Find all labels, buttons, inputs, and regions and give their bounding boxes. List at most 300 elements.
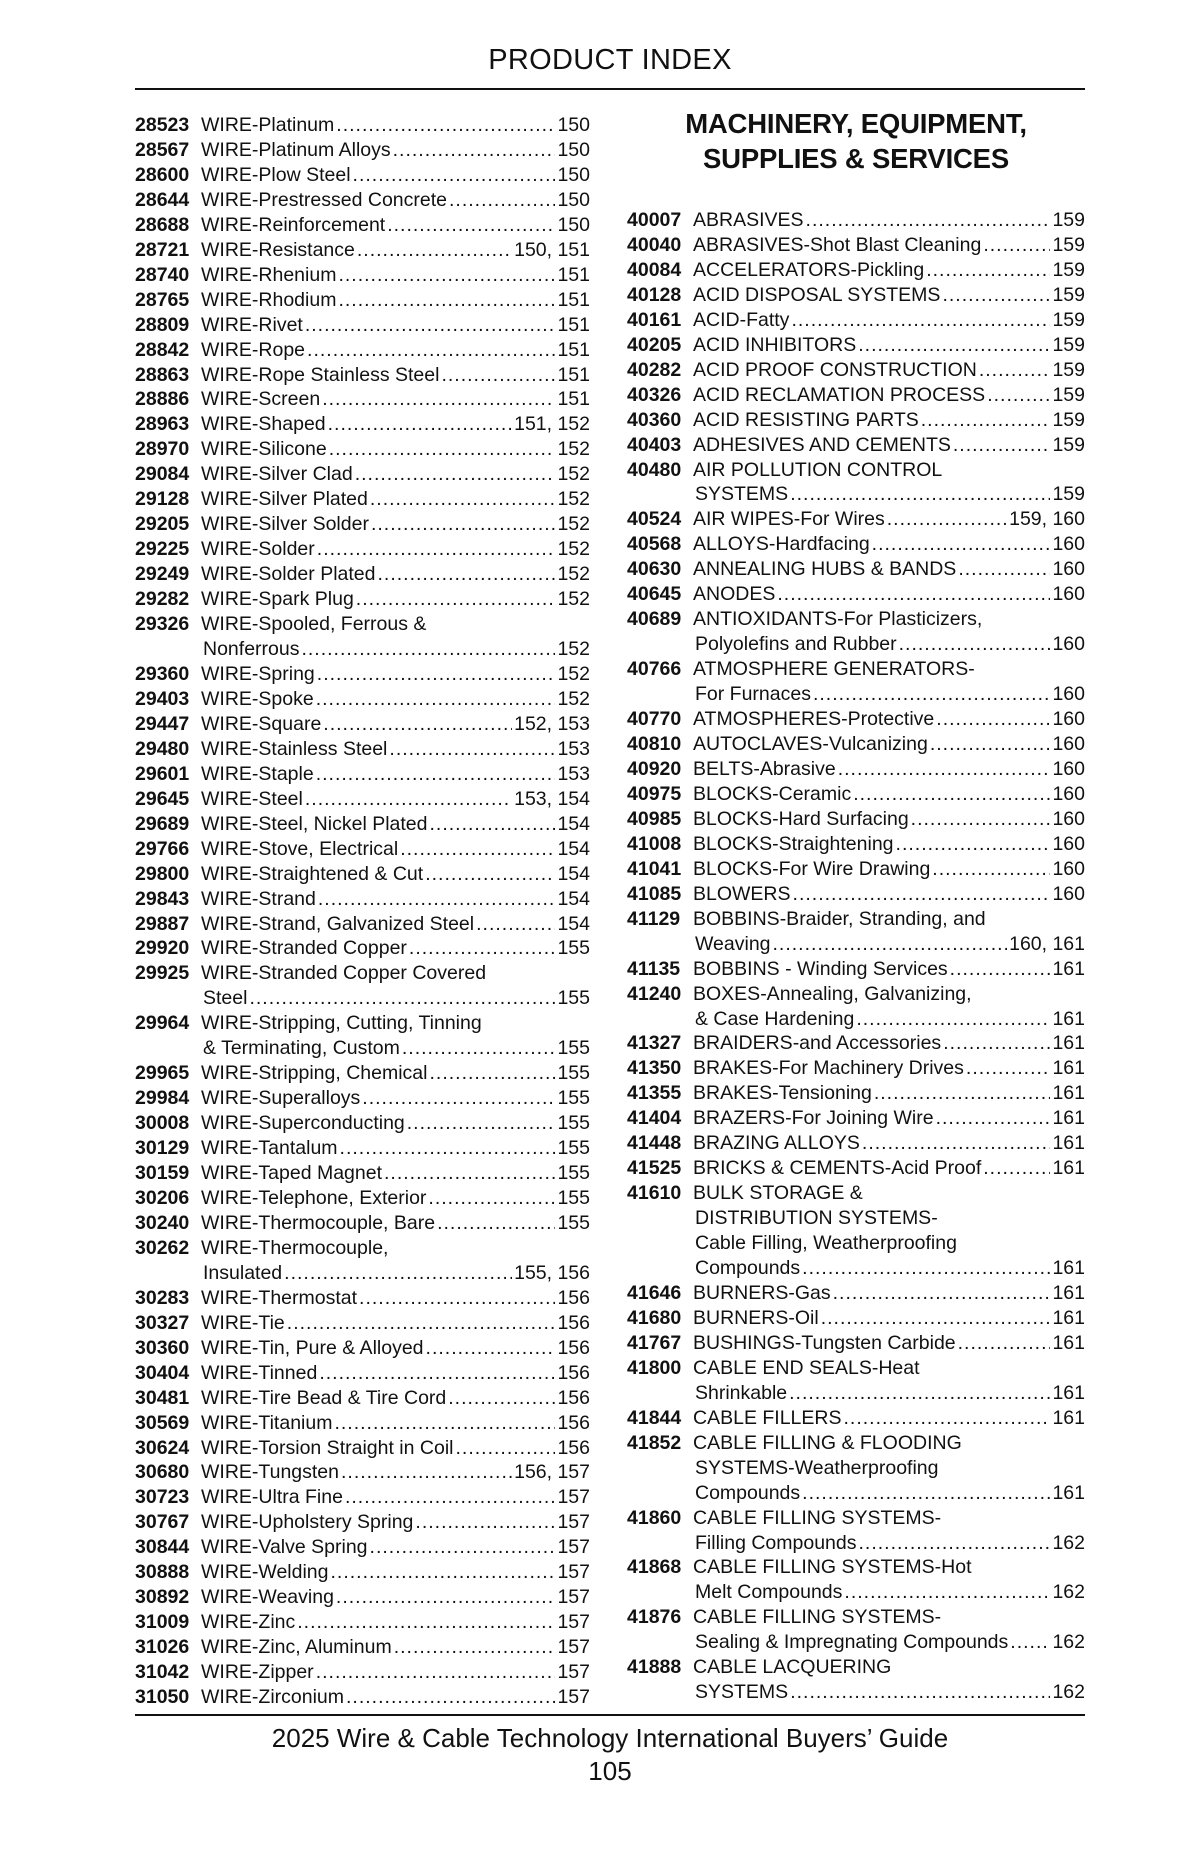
index-entry-label-line: ACID RESISTING PARTS xyxy=(693,408,919,431)
index-entry xyxy=(135,662,590,687)
index-entry-code: 40810 xyxy=(627,733,682,756)
index-entry-label-line: WIRE-Square xyxy=(201,712,322,735)
index-entry-label-line: CABLE FILLING SYSTEMS-Hot xyxy=(693,1556,972,1579)
index-entry-label-line: WIRE-Telephone, Exterior xyxy=(201,1186,427,1209)
index-entry-label-line: ALLOYS-Hardfacing xyxy=(693,533,870,556)
index-entry xyxy=(627,258,1085,283)
index-entry-code: 31050 xyxy=(135,1686,190,1709)
index-entry-label-line: WIRE-Platinum xyxy=(201,114,335,136)
index-entry-label-line: BOXES-Annealing, Galvanizing, xyxy=(693,982,972,1005)
index-entry-page: 156 xyxy=(557,1386,590,1409)
index-entry-code: 41350 xyxy=(627,1057,682,1080)
index-entry-label-line: WIRE-Stove, Electrical xyxy=(201,837,399,860)
index-entry-code: 28644 xyxy=(135,188,190,211)
index-entry-label-line: WIRE-Stripping, Cutting, Tinning xyxy=(201,1012,482,1035)
index-entry-page: 157 xyxy=(557,1586,590,1609)
index-entry xyxy=(627,1181,1085,1281)
dot-leader xyxy=(370,1535,556,1560)
dot-leader xyxy=(456,1436,556,1461)
index-entry-page: 162 xyxy=(1052,1631,1085,1654)
index-entry xyxy=(135,163,590,188)
index-entry-label-line: CABLE LACQUERING xyxy=(693,1656,892,1679)
dot-leader xyxy=(329,437,556,462)
index-entry xyxy=(135,912,590,937)
index-entry-label-line: Insulated xyxy=(203,1261,283,1284)
index-entry-page: 161 xyxy=(1052,1032,1085,1055)
index-entry-page: 151 xyxy=(557,288,590,311)
index-entry-label-line: Steel xyxy=(203,987,248,1010)
index-entry xyxy=(135,687,590,712)
index-entry xyxy=(135,1386,590,1411)
index-entry-code: 30723 xyxy=(135,1486,190,1509)
index-entry-page: 152 xyxy=(557,438,590,461)
index-entry-code: 30892 xyxy=(135,1586,190,1609)
index-entry xyxy=(135,238,590,263)
index-entry-page: 159 xyxy=(1052,433,1085,456)
dot-leader xyxy=(328,412,512,437)
index-entry-label-line: AUTOCLAVES-Vulcanizing xyxy=(693,733,928,756)
index-entry xyxy=(135,1660,590,1685)
index-entry-page: 161 xyxy=(1052,1107,1085,1130)
index-entry xyxy=(627,982,1085,1032)
index-entry-code: 28963 xyxy=(135,413,190,436)
index-entry-code: 40770 xyxy=(627,708,682,731)
index-entry-page: 155 xyxy=(557,1087,590,1110)
index-entry-label-line: ANODES xyxy=(693,583,776,606)
index-entry-label-line: WIRE-Zinc, Aluminum xyxy=(201,1636,392,1659)
index-entry-label-line: WIRE-Silver Clad xyxy=(201,463,353,486)
index-entry xyxy=(627,707,1085,732)
index-entry-code: 29920 xyxy=(135,937,190,960)
index-entry-page: 157 xyxy=(557,1511,590,1534)
index-entry xyxy=(627,857,1085,882)
index-entry-code: 28567 xyxy=(135,138,190,161)
index-entry-code: 40282 xyxy=(627,358,682,381)
dot-leader xyxy=(921,408,1051,433)
index-entry-page: 154 xyxy=(557,837,590,860)
index-entry-label-line: CABLE FILLING SYSTEMS- xyxy=(693,1606,942,1629)
dot-leader xyxy=(346,1685,555,1710)
index-entry-page: 160 xyxy=(1052,733,1085,756)
dot-leader xyxy=(357,238,512,263)
index-entry-code: 30404 xyxy=(135,1361,190,1384)
index-entry-code: 30680 xyxy=(135,1461,190,1484)
index-entry xyxy=(135,1610,590,1635)
index-entry xyxy=(135,1211,590,1236)
index-entry-label-line: SYSTEMS xyxy=(695,483,789,506)
dot-leader xyxy=(371,512,556,537)
index-entry xyxy=(627,1605,1085,1655)
index-entry-page: 156 xyxy=(557,1311,590,1334)
index-entry-label-line: WIRE-Tie xyxy=(201,1311,285,1334)
index-entry-code: 40084 xyxy=(627,258,682,281)
index-entry-code: 40007 xyxy=(627,209,682,231)
dot-leader xyxy=(856,1007,1050,1032)
dot-leader xyxy=(449,188,555,213)
dot-leader xyxy=(942,283,1050,308)
index-entry xyxy=(135,188,590,213)
dot-leader xyxy=(936,707,1050,732)
index-entry xyxy=(627,1331,1085,1356)
dot-leader xyxy=(317,537,556,562)
index-entry-label-line: WIRE-Zirconium xyxy=(201,1686,345,1709)
index-entry xyxy=(135,587,590,612)
index-entry-label-line: WIRE-Steel xyxy=(201,787,303,810)
dot-leader xyxy=(874,1081,1051,1106)
index-entry-label-line: Weaving xyxy=(695,932,771,955)
dot-leader xyxy=(966,1056,1051,1081)
index-entry xyxy=(135,338,590,363)
index-entry-label-line: ACID PROOF CONSTRUCTION xyxy=(693,358,977,381)
index-entry-label-line: WIRE-Thermocouple, Bare xyxy=(201,1211,436,1234)
index-entry-code: 30129 xyxy=(135,1137,190,1160)
index-entry-code: 40985 xyxy=(627,807,682,830)
index-entry-code: 29964 xyxy=(135,1012,190,1035)
index-entry-code: 41085 xyxy=(627,882,682,905)
index-entry xyxy=(135,487,590,512)
index-entry-code: 29447 xyxy=(135,712,190,735)
dot-leader xyxy=(936,1106,1051,1131)
index-entry-label-line: BLOWERS xyxy=(693,882,791,905)
index-entry xyxy=(627,1081,1085,1106)
index-entry-page: 161 xyxy=(1052,1057,1085,1080)
dot-leader xyxy=(802,1481,1050,1506)
index-entry-label-line: WIRE-Reinforcement xyxy=(201,213,386,236)
index-entry-code: 41888 xyxy=(627,1656,682,1679)
dot-leader xyxy=(287,1311,556,1336)
index-entry-code: 40403 xyxy=(627,433,682,456)
dot-leader xyxy=(844,1580,1050,1605)
index-entry-code: 40480 xyxy=(627,458,682,481)
index-entry-code: 41041 xyxy=(627,857,682,880)
index-entry-label-line: SYSTEMS xyxy=(695,1681,789,1704)
index-entry-label-line: For Furnaces xyxy=(695,683,811,706)
index-entry xyxy=(135,113,590,138)
dot-leader xyxy=(802,1256,1050,1281)
index-entry-page: 151 xyxy=(557,263,590,286)
dot-leader xyxy=(341,1460,512,1485)
index-entry-page: 154 xyxy=(557,887,590,910)
index-entry-label-line: ACID RECLAMATION PROCESS xyxy=(693,383,986,406)
dot-leader xyxy=(932,857,1050,882)
index-entry-page: 155 xyxy=(557,1062,590,1085)
index-entry xyxy=(627,458,1085,508)
dot-leader xyxy=(950,957,1051,982)
index-entry-code: 41844 xyxy=(627,1406,682,1429)
index-entry-code: 30481 xyxy=(135,1386,190,1409)
index-entry xyxy=(135,437,590,462)
index-entry-label-line: BOBBINS - Winding Services xyxy=(693,957,948,980)
index-entry-code: 29645 xyxy=(135,787,190,810)
index-entry-label-line: WIRE-Strand xyxy=(201,887,316,910)
index-entry-page: 155 xyxy=(557,1162,590,1185)
index-column-right xyxy=(627,106,1085,1705)
dot-leader xyxy=(872,532,1051,557)
dot-leader xyxy=(838,757,1051,782)
index-entry-label-line: WIRE-Ultra Fine xyxy=(201,1486,343,1509)
index-entry xyxy=(135,1161,590,1186)
dot-leader xyxy=(297,1610,555,1635)
index-entry-label-line: WIRE-Welding xyxy=(201,1561,329,1584)
index-entry xyxy=(627,507,1085,532)
index-entry xyxy=(627,1106,1085,1131)
dot-leader xyxy=(953,433,1051,458)
index-entry-label-line: WIRE-Tungsten xyxy=(201,1461,339,1484)
dot-leader xyxy=(862,1131,1051,1156)
index-entry-page: 157 xyxy=(557,1486,590,1509)
index-entry-page: 151 xyxy=(557,363,590,386)
index-entry-code: 31026 xyxy=(135,1636,190,1659)
index-entry-code: 29282 xyxy=(135,588,190,611)
dot-leader xyxy=(331,1560,556,1585)
index-entry-code: 40040 xyxy=(627,233,682,256)
index-entry xyxy=(627,1356,1085,1406)
index-entry xyxy=(135,1485,590,1510)
dot-leader xyxy=(353,163,556,188)
index-entry-code: 41327 xyxy=(627,1032,682,1055)
index-entry-label-line: WIRE-Superconducting xyxy=(201,1112,405,1135)
index-entry-page: 155 xyxy=(557,1186,590,1209)
index-entry-code: 30624 xyxy=(135,1436,190,1459)
dot-leader xyxy=(441,363,555,388)
index-entry xyxy=(627,1655,1085,1705)
index-entry-label-line: ABRASIVES-Shot Blast Cleaning xyxy=(693,233,982,256)
index-entry xyxy=(135,1061,590,1086)
index-entry xyxy=(627,1406,1085,1431)
index-entry xyxy=(135,837,590,862)
index-entry-code: 28970 xyxy=(135,438,190,461)
dot-leader xyxy=(813,682,1051,707)
index-entry-label-line: WIRE-Rhodium xyxy=(201,288,337,311)
index-entry-code: 40975 xyxy=(627,782,682,805)
index-entry xyxy=(627,782,1085,807)
header-rule xyxy=(135,88,1085,90)
dot-leader xyxy=(407,1111,556,1136)
index-entry xyxy=(627,1506,1085,1556)
dot-leader xyxy=(307,338,555,363)
index-list-right xyxy=(627,208,1085,1705)
index-entry-code: 28600 xyxy=(135,163,190,186)
index-entry-code: 29480 xyxy=(135,737,190,760)
index-entry-code: 30888 xyxy=(135,1561,190,1584)
index-entry-label-line: WIRE-Valve Spring xyxy=(201,1536,368,1559)
dot-leader xyxy=(249,986,555,1011)
index-entry-code: 40161 xyxy=(627,308,682,331)
index-entry xyxy=(135,936,590,961)
index-entry-code: 40326 xyxy=(627,383,682,406)
index-entry xyxy=(135,612,590,662)
index-entry-label-line: CABLE END SEALS-Heat xyxy=(693,1356,920,1379)
index-entry-label-line: Compounds xyxy=(695,1257,801,1280)
index-entry xyxy=(627,1431,1085,1506)
dot-leader xyxy=(791,308,1050,333)
dot-leader xyxy=(887,507,1007,532)
index-entry xyxy=(135,1236,590,1286)
dot-leader xyxy=(858,333,1050,358)
index-entry-label-line: WIRE-Weaving xyxy=(201,1586,334,1609)
index-entry-code: 30327 xyxy=(135,1311,190,1334)
index-entry-code: 30206 xyxy=(135,1186,190,1209)
index-entry-label-line: WIRE-Silicone xyxy=(201,438,327,461)
dot-leader xyxy=(323,712,512,737)
index-entry-page: 161 xyxy=(1052,1281,1085,1304)
index-entry-code: 29225 xyxy=(135,538,190,561)
index-entry-page: 150 xyxy=(557,114,590,136)
index-entry xyxy=(135,1361,590,1386)
dot-leader xyxy=(377,562,555,587)
index-entry-page: 150 xyxy=(557,163,590,186)
index-entry-page: 159 xyxy=(1052,258,1085,281)
index-entry-code: 29925 xyxy=(135,962,190,985)
index-entry xyxy=(627,358,1085,383)
index-entry-label-line: WIRE-Tire Bead & Tire Cord xyxy=(201,1386,447,1409)
dot-leader xyxy=(833,1281,1051,1306)
index-entry-label-line: ACID INHIBITORS xyxy=(693,333,857,356)
dot-leader xyxy=(356,587,556,612)
dot-leader xyxy=(853,782,1050,807)
dot-leader xyxy=(476,912,555,937)
index-entry-page: 152 xyxy=(557,687,590,710)
index-entry xyxy=(135,1635,590,1660)
index-entry-label-line: WIRE-Platinum Alloys xyxy=(201,138,391,161)
index-entry-label-line: WIRE-Thermocouple, xyxy=(201,1236,389,1259)
index-entry-page: 155 xyxy=(557,1112,590,1135)
index-entry-code: 41852 xyxy=(627,1431,682,1454)
index-entry-page: 160 xyxy=(1052,782,1085,805)
publication-title: 2025 Wire & Cable Technology International Buyers’ Guide xyxy=(271,1723,949,1753)
page-footer xyxy=(135,1722,1085,1788)
index-entry-code: 40630 xyxy=(627,558,682,581)
index-entry-label-line: Sealing & Impregnating Compounds xyxy=(695,1631,1009,1654)
dot-leader xyxy=(319,1361,555,1386)
index-entry-page: 161 xyxy=(1052,1406,1085,1429)
index-entry-label-line: BLOCKS-Hard Surfacing xyxy=(693,807,909,830)
index-entry-code: 41135 xyxy=(627,957,681,980)
dot-leader xyxy=(777,582,1050,607)
index-entry-label-line: SYSTEMS-Weatherproofing xyxy=(695,1456,939,1479)
index-entry-code: 29965 xyxy=(135,1062,190,1085)
index-entry-label-line: WIRE-Spooled, Ferrous & xyxy=(201,613,427,636)
dot-leader xyxy=(402,1036,556,1061)
dot-leader xyxy=(429,1061,555,1086)
index-entry-page: 150 xyxy=(557,138,590,161)
index-entry-label-line: BRICKS & CEMENTS-Acid Proof xyxy=(693,1157,982,1180)
index-entry-code: 30569 xyxy=(135,1411,190,1434)
dot-leader xyxy=(336,1585,556,1610)
index-entry xyxy=(627,1306,1085,1331)
index-entry-code: 29601 xyxy=(135,762,190,785)
index-entry-page: 160 xyxy=(1052,857,1085,880)
index-entry-label-line: WIRE-Rhenium xyxy=(201,263,337,286)
dot-leader xyxy=(305,787,512,812)
index-entry-page: 154 xyxy=(557,812,590,835)
index-entry xyxy=(627,208,1085,233)
index-entry-label-line: WIRE-Straightened & Cut xyxy=(201,862,424,885)
index-entry-code: 28721 xyxy=(135,238,190,261)
index-entry xyxy=(135,263,590,288)
index-entry-code: 30844 xyxy=(135,1536,190,1559)
index-entry-page: 152 xyxy=(557,588,590,611)
index-entry-code: 40645 xyxy=(627,583,682,606)
index-entry-page: 153, 154 xyxy=(514,787,590,810)
index-entry xyxy=(135,862,590,887)
index-entry-label-line: ANTIOXIDANTS-For Plasticizers, xyxy=(693,608,983,631)
index-entry-label-line: WIRE-Rope xyxy=(201,338,306,361)
dot-leader xyxy=(425,862,555,887)
index-entry-label-line: WIRE-Spoke xyxy=(201,687,314,710)
index-entry-page: 151, 152 xyxy=(514,413,590,436)
index-entry-page: 160 xyxy=(1052,533,1085,556)
index-entry-code: 30008 xyxy=(135,1112,190,1135)
index-entry-label-line: Melt Compounds xyxy=(695,1581,843,1604)
index-entry-page: 152 xyxy=(557,513,590,536)
index-entry-page: 161 xyxy=(1052,1157,1085,1180)
index-entry-code: 28740 xyxy=(135,263,190,286)
index-entry-page: 159 xyxy=(1052,333,1085,356)
dot-leader xyxy=(911,807,1051,832)
index-entry-label-line: WIRE-Strand, Galvanized Steel xyxy=(201,912,475,935)
index-entry xyxy=(135,213,590,238)
index-entry-label-line: BOBBINS-Braider, Stranding, and xyxy=(693,907,986,930)
dot-leader xyxy=(301,637,555,662)
dot-leader xyxy=(790,482,1050,507)
index-entry xyxy=(135,1286,590,1311)
dot-leader xyxy=(899,632,1051,657)
index-entry-page: 155 xyxy=(557,1211,590,1234)
index-entry-label-line: WIRE-Screen xyxy=(201,388,321,411)
index-entry-label-line: & Terminating, Custom xyxy=(203,1037,400,1060)
dot-leader xyxy=(987,383,1050,408)
index-entry-label-line: WIRE-Steel, Nickel Plated xyxy=(201,812,428,835)
index-entry-code: 28688 xyxy=(135,213,190,236)
index-entry xyxy=(135,887,590,912)
dot-leader xyxy=(359,1286,555,1311)
index-entry-page: 161 xyxy=(1052,1381,1085,1404)
index-entry-label-line: DISTRIBUTION SYSTEMS- xyxy=(695,1207,938,1230)
index-entry-label-line: WIRE-Staple xyxy=(201,762,314,785)
dot-leader xyxy=(370,487,556,512)
section-title-line: SUPPLIES & SERVICES xyxy=(703,143,1009,174)
index-entry-page: 155 xyxy=(557,1137,590,1160)
index-entry-label-line: ADHESIVES AND CEMENTS xyxy=(693,433,951,456)
index-entry-page: 157 xyxy=(557,1686,590,1709)
index-entry-page: 159 xyxy=(1052,383,1085,406)
index-entry xyxy=(135,762,590,787)
index-entry-page: 155 xyxy=(557,987,590,1010)
index-entry-code: 40568 xyxy=(627,533,682,556)
dot-leader xyxy=(793,882,1051,907)
index-entry-code: 29249 xyxy=(135,563,190,586)
dot-leader xyxy=(316,1660,556,1685)
index-entry-label-line: WIRE-Resistance xyxy=(201,238,355,261)
dot-leader xyxy=(316,762,556,787)
index-entry-page: 157 xyxy=(557,1561,590,1584)
index-entry-code: 30159 xyxy=(135,1162,190,1185)
index-entry-label-line: BURNERS-Gas xyxy=(693,1281,831,1304)
index-entry-page: 160 xyxy=(1052,807,1085,830)
index-entry-page: 162 xyxy=(1052,1681,1085,1704)
index-entry-page: 154 xyxy=(557,862,590,885)
index-entry-label-line: BRAKES-For Machinery Drives xyxy=(693,1057,964,1080)
index-entry-label-line: WIRE-Tantalum xyxy=(201,1137,338,1160)
index-entry-page: 162 xyxy=(1052,1581,1085,1604)
index-entry-page: 160, 161 xyxy=(1009,932,1085,955)
index-entry-page: 160 xyxy=(1052,832,1085,855)
index-entry-label-line: Filling Compounds xyxy=(695,1531,857,1554)
index-entry-label-line: WIRE-Silver Plated xyxy=(201,488,368,511)
index-entry-page: 160 xyxy=(1052,583,1085,606)
dot-leader xyxy=(317,662,556,687)
